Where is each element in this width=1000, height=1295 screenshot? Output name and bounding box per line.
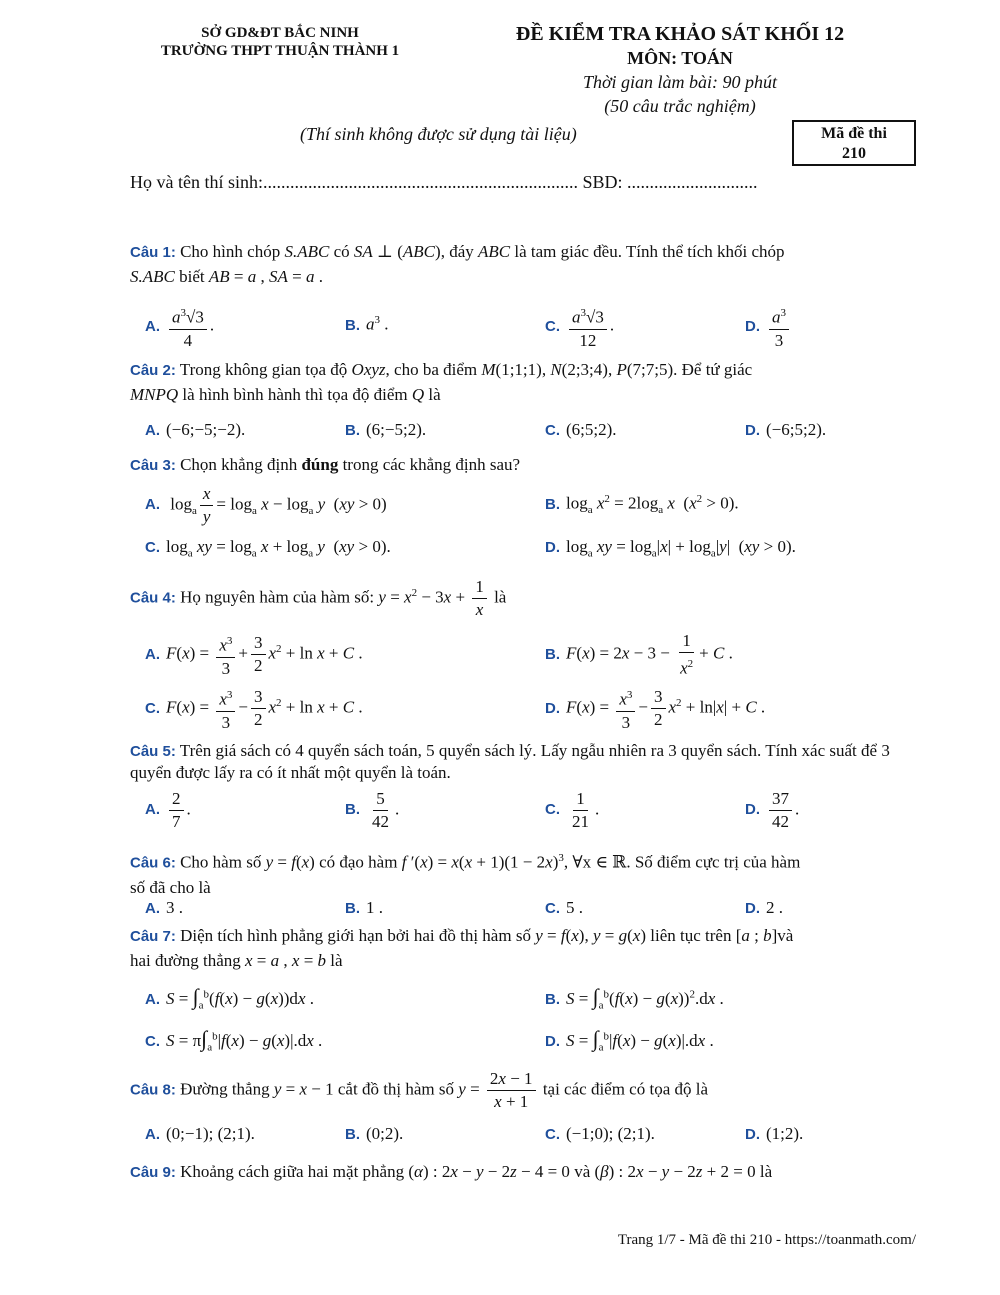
question-emphasis: đúng	[301, 455, 339, 474]
answer-option-c[interactable]: C. $\frac{a^3√3}{12}$ .	[545, 302, 614, 352]
question-text: và	[777, 926, 794, 945]
question-text: là	[494, 587, 507, 607]
answer-option-d[interactable]: D. $S = \int_a^b|f(x) - g(x)|.dx$ .	[545, 1026, 714, 1054]
question-text: . Để tứ giác	[673, 360, 753, 379]
answer-option-c[interactable]: C. (6;5;2).	[545, 420, 617, 439]
question-label: Câu 5:	[130, 743, 176, 760]
question-text: cắt đồ thị hàm số	[337, 1079, 455, 1099]
answer-option-a[interactable]: A. (−6;−5;−2).	[145, 420, 246, 439]
answer-option-c[interactable]: C. $\frac{1}{21}$ .	[545, 789, 600, 831]
question-label: Câu 7:	[130, 928, 176, 945]
exam-code-label: Mã đề thi	[821, 125, 887, 142]
student-info-line: Họ và tên thí sinh:...................................................................... SBD: .............................	[130, 172, 758, 192]
question-text: Trên giá sách có 4 quyển sách toán, 5 quyển sách lý. Lấy ngẫu nhiên ra 3 quyển sách. Tính xác suất để 3 quyển được lấy ra có ít nhất một quyển là toán.	[130, 741, 890, 782]
question-text: có đạo hàm	[319, 852, 398, 872]
answer-option-d[interactable]: D. 2 .	[745, 898, 783, 917]
answer-option-b[interactable]: B. (0;2).	[345, 1124, 404, 1143]
question-label: Câu 1:	[130, 244, 176, 261]
question-text: , đáy	[440, 242, 474, 261]
answer-option-b[interactable]: B. $a^3$ .	[345, 314, 389, 334]
exam-code-box	[792, 120, 916, 166]
answer-option-b[interactable]: B. 1 .	[345, 898, 383, 917]
question-text: hai đường thẳng	[130, 951, 241, 970]
question-text: tại các điểm có tọa độ là	[542, 1079, 709, 1099]
question-4: Câu 4: Họ nguyên hàm của hàm số: $y = x^2 - 3x$ + $\frac{1}{x}$ là	[130, 577, 507, 619]
answer-option-c[interactable]: C. $S = \pi\int_a^b|f(x) - g(x)|.dx$ .	[145, 1026, 323, 1054]
question-6: Câu 6: Cho hàm số y = f(x) có đạo hàm f $'(x) = x(x + 1)(1 - 2x)^3$, ∀x ∈ ℝ. Số điểm cực trị của hàm số đã cho là	[130, 852, 801, 897]
question-text: Khoảng cách giữa hai mặt phẳng	[180, 1162, 405, 1181]
header-right	[470, 22, 890, 118]
answer-option-d[interactable]: D. (1;2).	[745, 1124, 804, 1143]
answer-option-a[interactable]: A. F(x) = $\frac{x^3}{3}$ + $\frac{3}{2}$ $x^2 + \ln x + C$ .	[145, 630, 363, 680]
answer-option-a[interactable]: A. $\log_a$ $\frac{x}{y}$ = $\log_a x - \log_a y$ (xy > 0)	[145, 484, 387, 526]
school-name: TRƯỜNG THPT THUẬN THÀNH 1	[160, 43, 400, 59]
question-label: Câu 8:	[130, 1081, 176, 1099]
answer-option-a[interactable]: A. 3 .	[145, 898, 183, 917]
question-text: Trong không gian tọa độ	[179, 360, 348, 379]
question-count: (50 câu trắc nghiệm)	[604, 96, 756, 116]
answer-option-c[interactable]: C. 5 .	[545, 898, 583, 917]
question-text: . Số điểm cực trị của hàm	[626, 852, 801, 872]
answer-option-d[interactable]: D. (−6;5;2).	[745, 420, 827, 439]
question-label: Câu 3:	[130, 457, 176, 474]
answer-option-b[interactable]: B. F(x) = 2x − 3 − $\frac{1}{x^2}$ + C .	[545, 631, 733, 678]
question-text: Chọn khẳng định	[180, 455, 298, 474]
answer-option-d[interactable]: D. $\log_a$ xy = $\log_a|x| + \log_a|y|$ (xy > 0).	[545, 537, 796, 560]
answer-option-a[interactable]: A. $\frac{2}{7}$ .	[145, 789, 191, 831]
question-text: Họ nguyên hàm của hàm số:	[180, 587, 375, 607]
question-8: Câu 8: Đường thẳng y = x − 1 cắt đồ thị hàm số y = $\frac{2x - 1}{x + 1}$ tại các điểm có tọa độ là	[130, 1069, 709, 1111]
question-text: là tam giác đều. Tính thể tích khối chóp	[514, 242, 785, 261]
question-text: biết	[179, 267, 205, 286]
question-text: và	[574, 1162, 591, 1181]
question-text: là	[759, 1162, 773, 1181]
answer-option-a[interactable]: A. (0;−1); (2;1).	[145, 1124, 255, 1143]
question-text: có	[333, 242, 350, 261]
answer-option-b[interactable]: B. $\log_a x^2 = 2\log_a$ x $(x^2 > 0)$.	[545, 493, 739, 517]
exam-title: ĐỀ KIỂM TRA KHẢO SÁT KHỐI 12	[515, 23, 845, 45]
question-text: là	[330, 951, 343, 970]
question-text: là hình bình hành thì tọa độ điểm	[182, 385, 408, 404]
exam-note: (Thí sinh không được sử dụng tài liệu)	[300, 124, 577, 144]
question-text: , cho ba điểm	[385, 360, 478, 379]
answer-option-d[interactable]: D. $\frac{a^3}{3}$	[745, 302, 792, 352]
answer-option-d[interactable]: D. F(x) = $\frac{x^3}{3}$ − $\frac{3}{2}$ $x^2 + \ln|x| + C$ .	[545, 684, 765, 734]
question-5	[130, 740, 910, 783]
question-text: Diện tích hình phẳng giới hạn bởi hai đồ thị hàm số	[180, 926, 531, 945]
department-name: SỞ GD&ĐT BẮC NINH	[201, 25, 359, 41]
question-1: Câu 1: Cho hình chóp S.ABC có SA ⊥ (ABC), đáy ABC là tam giác đều. Tính thể tích khối chóp S.ABC biết AB = a , SA = a .	[130, 242, 785, 286]
header-left	[130, 24, 430, 60]
answer-option-a[interactable]: A. $\frac{a^3√3}{4}$ .	[145, 302, 214, 352]
page-footer: Trang 1/7 - Mã đề thi 210 - https://toanmath.com/	[617, 1232, 916, 1248]
question-text: trong các khẳng định sau?	[342, 455, 521, 474]
answer-option-b[interactable]: B. $S = \int_a^b(f(x) - g(x))^2.dx$ .	[545, 984, 724, 1012]
question-label: Câu 6:	[130, 854, 176, 872]
answer-option-b[interactable]: B. $\frac{5}{42}$ .	[345, 789, 400, 831]
question-text: Cho hàm số	[180, 852, 262, 872]
question-label: Câu 2:	[130, 362, 176, 379]
exam-code-value: 210	[842, 145, 866, 162]
answer-option-c[interactable]: C. $\log_a$ xy = $\log_a x + \log_a y$ (xy > 0).	[145, 537, 391, 560]
answer-option-c[interactable]: C. F(x) = $\frac{x^3}{3}$ − $\frac{3}{2}$ $x^2 + \ln x + C$ .	[145, 684, 363, 734]
exam-subject: MÔN: TOÁN	[627, 48, 733, 68]
question-7: Câu 7: Diện tích hình phẳng giới hạn bởi hai đồ thị hàm số y = f(x), y = g(x) liên tục trên [a ; b]và hai đường thẳng x = a , x = b là	[130, 926, 794, 970]
question-label: Câu 9:	[130, 1164, 176, 1181]
question-text: là	[428, 385, 441, 404]
question-9: Câu 9: Khoảng cách giữa hai mặt phẳng (α) : 2x − y − 2z − 4 = 0 và (β) : 2x − y − 2z + 2 = 0 là	[130, 1162, 773, 1181]
question-label: Câu 4:	[130, 589, 176, 607]
question-text: Đường thẳng	[180, 1079, 270, 1099]
question-3	[130, 453, 910, 478]
answer-option-c[interactable]: C. (−1;0); (2;1).	[545, 1124, 655, 1143]
question-text: liên tục trên	[650, 926, 732, 945]
exam-time: Thời gian làm bài: 90 phút	[582, 72, 778, 92]
answer-option-d[interactable]: D. $\frac{37}{42}$ .	[745, 789, 800, 831]
question-text: Cho hình chóp	[180, 242, 281, 261]
answer-option-a[interactable]: A. $S = \int_a^b(f(x) - g(x))dx$ .	[145, 984, 314, 1012]
question-text: số đã cho là	[130, 877, 211, 897]
answer-option-b[interactable]: B. (6;−5;2).	[345, 420, 427, 439]
question-2: Câu 2: Trong không gian tọa độ Oxyz, cho ba điểm M(1;1;1), N(2;3;4), P(7;7;5). Để tứ giác MNPQ là hình bình hành thì tọa độ điểm Q là	[130, 360, 753, 404]
